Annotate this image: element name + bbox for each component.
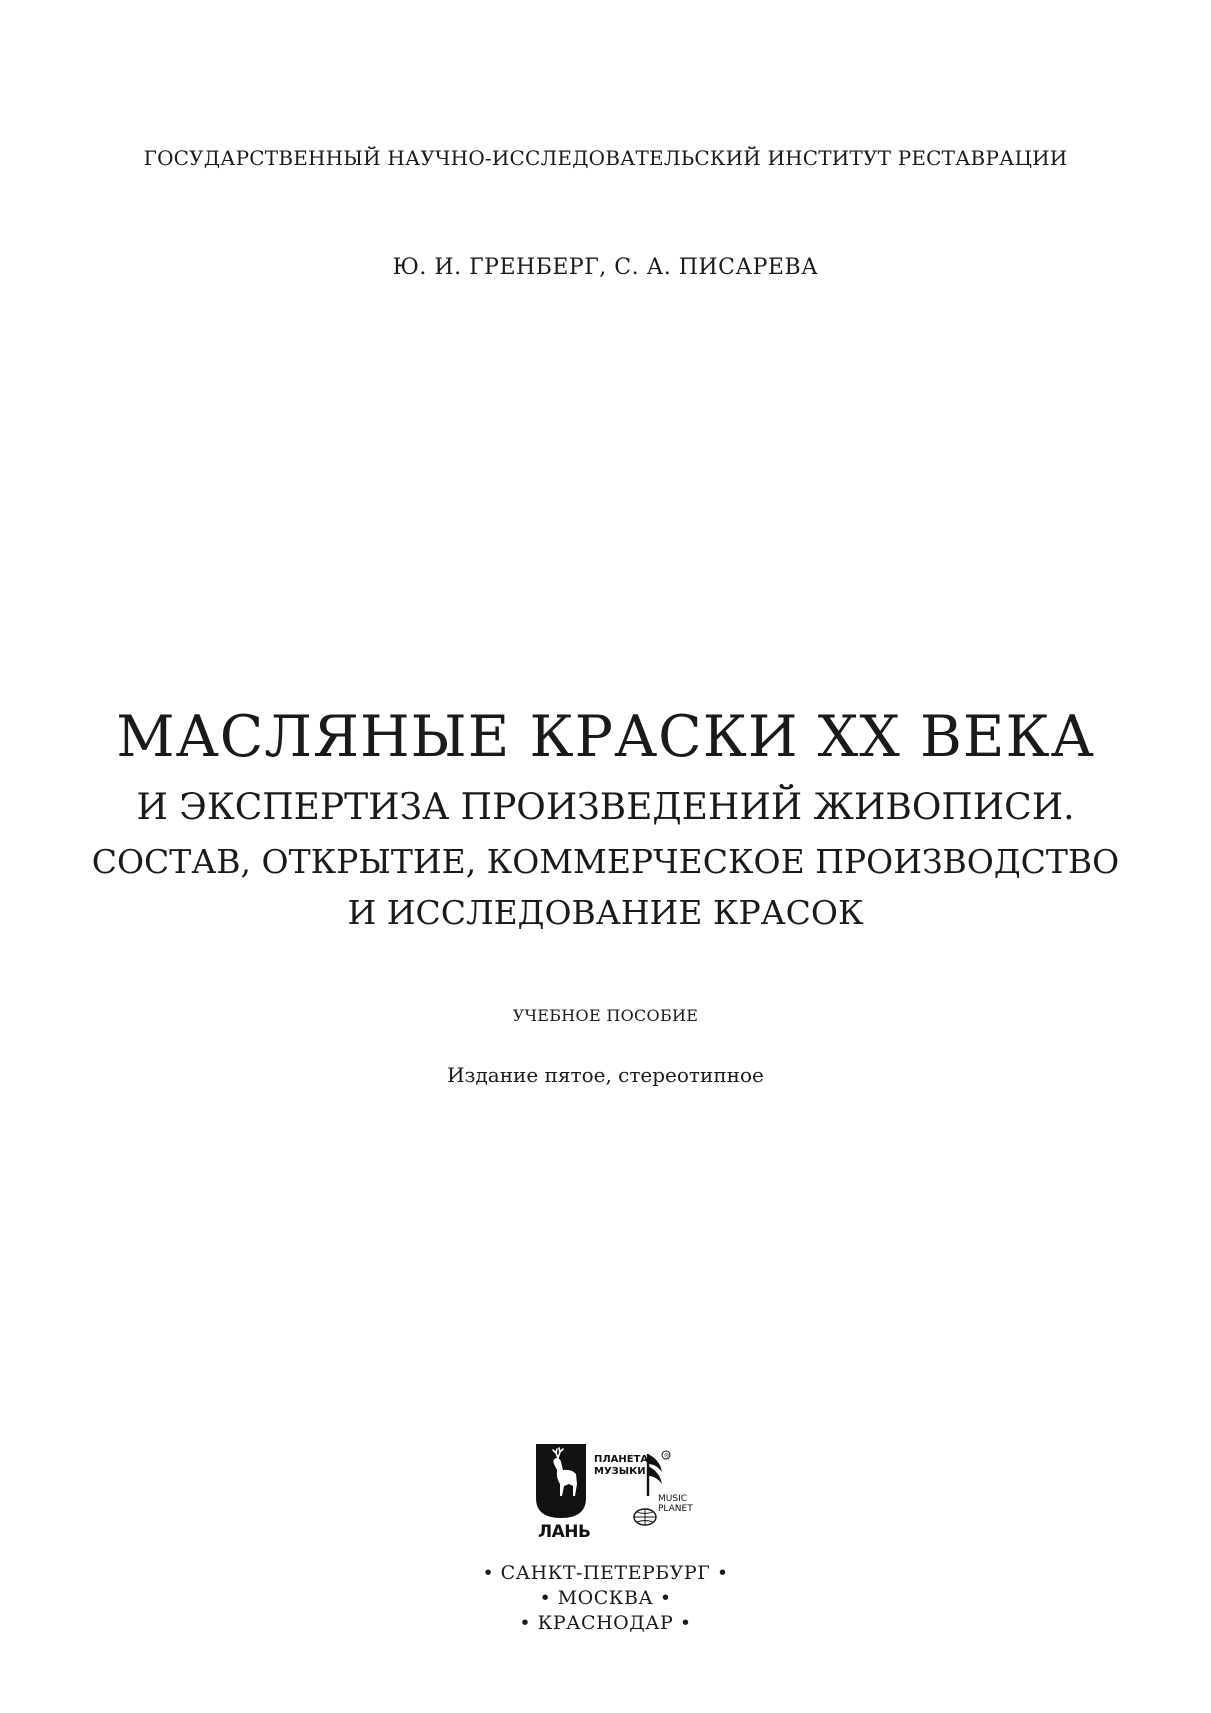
edition-info: Издание пятое, стереотипное bbox=[447, 1063, 764, 1087]
imprint-name-ru-line-2: МУЗЫКИ bbox=[594, 1466, 646, 1477]
imprint-name-ru-line-1: ПЛАНЕТА bbox=[594, 1454, 649, 1465]
publisher-logo-word: ЛАНЬ bbox=[538, 1522, 591, 1542]
imprint-name-en bbox=[658, 1494, 693, 1514]
imprint-name-en-line-1: MUSIC bbox=[658, 1494, 688, 1504]
imprint-name-ru bbox=[594, 1454, 648, 1478]
publisher-logo bbox=[536, 1444, 693, 1550]
globe-icon bbox=[632, 1508, 658, 1526]
institute-name: ГОСУДАРСТВЕННЫЙ НАУЧНО-ИССЛЕДОВАТЕЛЬСКИЙ ИНСТИТУТ РЕСТАВРАЦИИ bbox=[143, 146, 1068, 170]
authors: Ю. И. ГРЕНБЕРГ, С. А. ПИСАРЕВА bbox=[392, 255, 819, 280]
book-title-line-2: И ЭКСПЕРТИЗА ПРОИЗВЕДЕНИЙ ЖИВОПИСИ. bbox=[136, 787, 1075, 828]
registered-mark: ® bbox=[663, 1452, 670, 1460]
book-title-line-3: СОСТАВ, ОТКРЫТИЕ, КОММЕРЧЕСКОЕ ПРОИЗВОДСТВО bbox=[91, 842, 1120, 881]
book-title-line-4: И ИССЛЕДОВАНИЕ КРАСОК bbox=[347, 893, 864, 932]
city-krasnodar: • КРАСНОДАР • bbox=[519, 1612, 692, 1634]
book-genre: УЧЕБНОЕ ПОСОБИЕ bbox=[512, 1006, 699, 1025]
deer-logo-icon bbox=[536, 1444, 586, 1518]
city-saint-petersburg: • САНКТ-ПЕТЕРБУРГ • bbox=[482, 1562, 729, 1584]
imprint-name-en-line-2: PLANET bbox=[658, 1504, 693, 1514]
city-moscow: • МОСКВА • bbox=[539, 1587, 672, 1609]
book-title-main: МАСЛЯНЫЕ КРАСКИ ХХ ВЕКА bbox=[116, 704, 1095, 770]
